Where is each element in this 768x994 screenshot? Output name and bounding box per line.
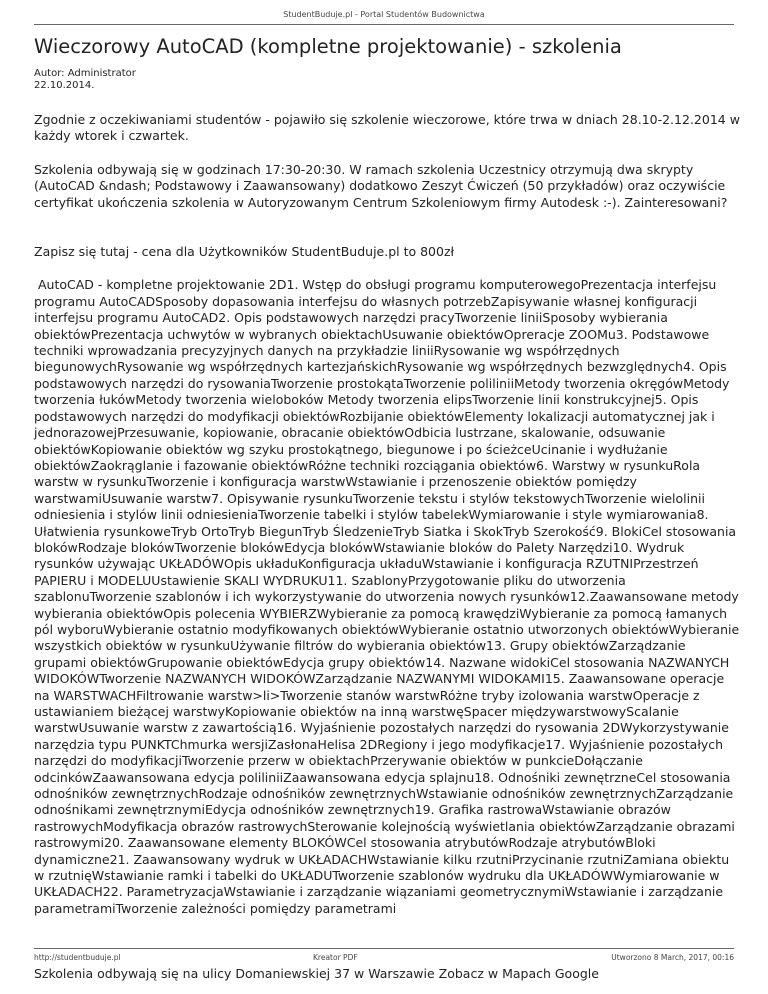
- author-line: Autor: Administrator: [34, 68, 136, 79]
- syllabus-paragraph: AutoCAD - kompletne projektowanie 2D1. Wstęp do obsługi programu komputerowegoPrezentacja interfejsu programu AutoCADSposoby dopasowania interfejsu do własnych potrzebZapisywanie własnej konfiguracji interfejsu programu AutoCAD2. Opis podstawowych narzędzi pracyTworzenie liniiSposoby wybierania obiektówPrezentacja uchwytów w wybranych obiektachUsuwanie obiektówOpreracje ZOOMu3. Podstawowe techniki wprowadzania precyzyjnych danych na przykładzie liniiRysowanie wg współrzędnych biegunowychRysowanie wg współrzędnych kartezjańskichRysowanie wg współrzędnych bezwzględnych4. Opis podstawowych narzędzi do rysowaniaTworzenie prostokątaTworzenie poliliniiMetody tworzenia okręgówMetody tworzenia łukówMetody tworzenia wieloboków Metody tworzenia elipsTworzenie linii konstrukcyjnej5. Opis podstawowych narzędzi do modyfikacji obiektówRozbijanie obiektówElementy lokalizacji automatycznej jak i jednorazowejPrzesuwanie, kopiowanie, obracanie obiektówOdbicia lustrzane, skalowanie, odsuwanie obiektówKopiowanie obiektów wg szyku prostokątnego, biegunowe i po ścieżceUcinanie i wydłużanie obiektówZaokrąglanie i fazowanie obiektówRóżne techniki rozciągania obiektów6. Warstwy w rysunkuRola warstw w rysunkuTworzenie i konfiguracja warstwWstawianie i przenoszenie obiektów pomiędzy warstwamiUsuwanie warstw7. Opisywanie rysunkuTworzenie tekstu i stylów tekstowychTworzenie wielolinii odniesienia i stylów linii odniesieniaTworzenie tabelki i stylów tabelekWymiarowanie i style wymiarowania8. Ułatwienia rysunkoweTryb OrtoTryb BiegunTryb ŚledzenieTryb Siatka i SkokTryb Szerokość9. BlokiCel stosowania blokówRodzaje blokówTworzenie blokówEdycja blokówWstawianie bloków do Palety Narzędzi10. Wydruk rysunków używając UKŁADÓWOpis układuKonfiguracja układuWstawianie i konfiguracja RZUTNIPrzestrzeń PAPIERU i MODELUUstawienie SKALI WYDRUKU11. SzablonyPrzygotowanie pliku do utworzenia szablonuTworzenie szablonów i ich wykorzystywanie do utworzenia nowych rysunków12.Zaawansowane metody wybierania obiektówOpis polecenia WYBIERZWybieranie za pomocą krawędziWybieranie za pomocą łamanych pól wyboruWybieranie ostatnio modyfikowanych obiektówWybieranie ostatnio utworzonych obiektówWybieranie wszystkich obiektów w rysunkuUżywanie filtrów do wybierania obiektów13. Grupy obiektówZarządzanie grupami obiektówGrupowanie obiektówEdycja grupy obiektów14. Nazwane widokiCel stosowania NAZWANYCH WIDOKÓWTworzenie NAZWANYCH WIDOKÓWZarządzanie NAZWANYMI WIDOKAMI15. Zaawansowane operacje na WARSTWACHFiltrowanie warstw>li>Tworzenie stanów warstwRóżne tryby izolowania warstwOperacje z ustawianiem bieżącej warstwyKopiowanie obiektów na inną warstwęSpacer międzywarstwowyScalanie warstwUsuwanie warstw z zawartością16. Wyjaśnienie pozostałych narzędzi do rysowania 2DWykorzystywanie narzędzia typu PUNKTChmurka wersjiZasłonaHelisa 2DRegiony i jego modyfikacje17. Wyjaśnienie pozostałych narzędzi do modyfikacjiTworzenie przerw w obiektachPrzerywanie obiektów w punkcieDołączanie odcinkówZaawansowana edycja poliliniiZaawansowana edycja splajnu18. Odnośniki zewnętrzneCel stosowania odnośników zewnętrznychRodzaje odnośników zewnętrznychWstawianie odnośników zewnętrznychZarządzanie odnośnikami zewnętrznymiEdycja odnośników zewnętrznych19. Grafika rastrowaWstawianie obrazów rastrowychModyfikacja obrazów rastrowychSterowanie kolejnością wyświetlania obiektówZarządzanie obrazami rastrowymi20. Zaawansowane elementy BLOKÓWCel stosowania atrybutówRodzaje atrybutówBloki dynamiczne21. Zaawansowany wydruk w UKŁADACHWstawianie kilku rzutniPrzycinanie rzutniZamiana obiektu w rzutnięWstawianie ramki i tabelki do UKŁADUTworzenie szablonów wydruku dla UKŁADÓWWymiarowanie w UKŁADACH22. ParametryzacjaWstawianie i zarządzanie wiązaniami geometrycznymiWstawianie i zarządzanie parametramiTworzenie zależności pomiędzy parametrami: [34, 277, 744, 916]
- footer-generator: Kreator PDF: [313, 953, 358, 962]
- intro-paragraph: Zgodnie z oczekiwaniami studentów - pojawiło się szkolenie wieczorowe, które trwa w dniach 28.10-2.12.2014 w każdy wtorek i czwartek.: [34, 112, 740, 144]
- article-title: Wieczorowy AutoCAD (kompletne projektowanie) - szkolenia: [34, 35, 622, 58]
- article-meta: [34, 68, 136, 92]
- signup-link[interactable]: Zapisz się tutaj - cena dla Użytkowników StudentBuduje.pl to 800zł: [34, 244, 455, 260]
- header-divider: [34, 24, 734, 25]
- location-paragraph: Szkolenia odbywają się na ulicy Domaniewskiej 37 w Warszawie Zobacz w Mapach Google: [34, 966, 599, 982]
- site-header-title: StudentBuduje.pl - Portal Studentów Budownictwa: [283, 10, 485, 19]
- article-date: 22.10.2014.: [34, 80, 95, 91]
- footer-divider: [34, 948, 734, 949]
- schedule-paragraph: Szkolenia odbywają się w godzinach 17:30-20:30. W ramach szkolenia Uczestnicy otrzymują dwa skrypty (AutoCAD &ndash; Podstawowy i Zaawansowany) dodatkowo Zeszyt Ćwiczeń (50 przykładów) oraz oczywiście certyfikat ukończenia szkolenia w Autoryzowanym Centrum Szkoleniowym firmy Autodesk :-). Zainteresowani?: [34, 161, 728, 210]
- footer-created-date: Utworzono 8 March, 2017, 00:16: [611, 953, 734, 962]
- article-body: [34, 112, 744, 983]
- footer-url-link[interactable]: http://studentbuduje.pl: [34, 953, 121, 962]
